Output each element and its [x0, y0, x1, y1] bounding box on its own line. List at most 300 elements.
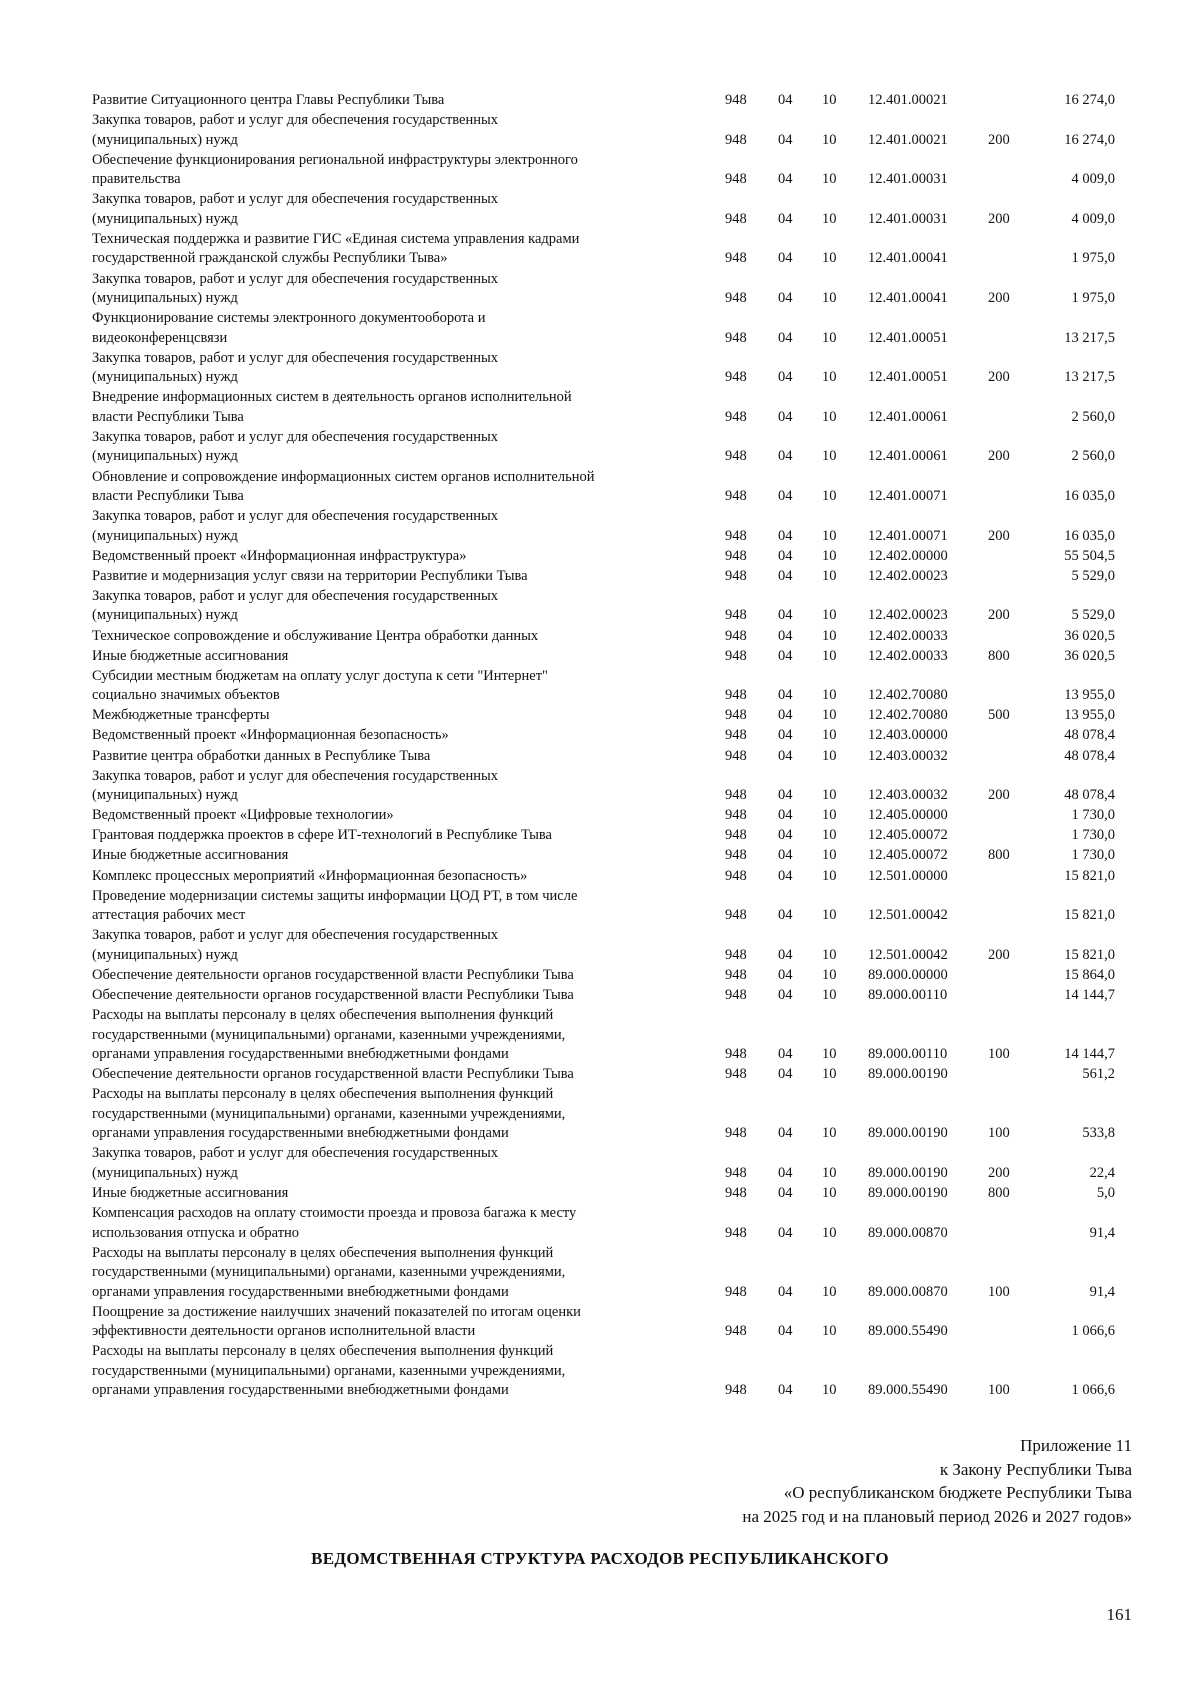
amount: 55 504,5 — [1064, 547, 1115, 564]
row-description — [92, 349, 692, 388]
row-description-line: правительства — [92, 171, 181, 188]
row-description-line: органами управления государственными внебюджетными фондами — [92, 1046, 509, 1062]
table-row — [0, 767, 1200, 806]
row-description — [92, 151, 692, 190]
target-article-code: 12.402.00023 — [868, 607, 948, 624]
amount: 1 066,6 — [1071, 1382, 1115, 1399]
row-description-line: Расходы на выплаты персоналу в целях обеспечения выполнения функций — [92, 1244, 554, 1261]
table-row — [0, 1342, 1200, 1401]
table-row — [0, 567, 1200, 587]
amount: 15 821,0 — [1064, 867, 1115, 884]
section-code: 04 — [778, 290, 793, 306]
target-article-code: 12.401.00031 — [868, 171, 948, 188]
table-row — [0, 547, 1200, 567]
row-description — [92, 309, 692, 348]
row-description-line: государственными (муниципальными) органами, казенными учреждениями, — [92, 1026, 566, 1043]
subsection-code: 10 — [822, 687, 837, 704]
table-row — [0, 726, 1200, 746]
subsection-code: 10 — [822, 707, 837, 724]
section-code: 04 — [778, 707, 793, 724]
amount: 1 730,0 — [1071, 827, 1115, 844]
target-article-code: 12.402.00033 — [868, 647, 948, 664]
ministry-code: 948 — [725, 687, 747, 704]
subsection-code: 10 — [822, 847, 837, 864]
section-code: 04 — [778, 1164, 793, 1181]
subsection-code: 10 — [822, 1184, 837, 1201]
expense-type-code: 200 — [988, 448, 1010, 465]
table-row — [0, 428, 1200, 467]
row-description — [92, 388, 692, 427]
ministry-code: 948 — [725, 847, 747, 864]
table-row — [0, 926, 1200, 965]
section-code: 04 — [778, 946, 793, 963]
ministry-code: 948 — [725, 1046, 747, 1062]
amount: 15 821,0 — [1064, 946, 1115, 963]
table-row — [0, 349, 1200, 388]
row-description — [92, 846, 692, 866]
row-description — [92, 91, 692, 111]
target-article-code: 12.402.70080 — [868, 707, 948, 724]
row-description-line: эффективности деятельности органов исполнительной власти — [92, 1323, 476, 1340]
section-code: 04 — [778, 807, 793, 824]
ministry-code: 948 — [725, 369, 747, 386]
section-code: 04 — [778, 210, 793, 227]
row-description-line: Расходы на выплаты персоналу в целях обеспечения выполнения функций — [92, 1086, 554, 1103]
table-row — [0, 507, 1200, 546]
section-code: 04 — [778, 1382, 793, 1399]
section-code: 04 — [778, 547, 793, 564]
section-code: 04 — [778, 1224, 793, 1241]
amount: 1 730,0 — [1071, 807, 1115, 824]
row-description — [92, 867, 692, 887]
amount: 1 066,6 — [1071, 1323, 1115, 1340]
row-description-line: Субсидии местным бюджетам на оплату услуг доступа к сети "Интернет" — [92, 667, 548, 684]
amount: 36 020,5 — [1064, 627, 1115, 644]
expense-type-code: 200 — [988, 607, 1010, 624]
target-article-code: 12.402.00033 — [868, 627, 948, 644]
subsection-code: 10 — [822, 567, 837, 584]
amount: 13 955,0 — [1064, 687, 1115, 704]
target-article-code: 12.501.00042 — [868, 907, 948, 924]
subsection-code: 10 — [822, 1382, 837, 1399]
row-description-line: Закупка товаров, работ и услуг для обеспечения государственных — [92, 270, 499, 287]
amount: 5 529,0 — [1071, 567, 1115, 584]
ministry-code: 948 — [725, 907, 747, 924]
row-description — [92, 507, 692, 546]
row-description-line: Грантовая поддержка проектов в сфере ИТ-технологий в Республике Тыва — [92, 827, 552, 844]
table-row — [0, 230, 1200, 269]
row-description — [92, 1184, 692, 1204]
ministry-code: 948 — [725, 210, 747, 227]
row-description-line: Внедрение информационных систем в деятельность органов исполнительной — [92, 389, 572, 406]
ministry-code: 948 — [725, 250, 747, 267]
ministry-code: 948 — [725, 1382, 747, 1399]
ministry-code: 948 — [725, 807, 747, 824]
row-description — [92, 966, 692, 986]
section-code: 04 — [778, 250, 793, 267]
table-row — [0, 846, 1200, 866]
section-code: 04 — [778, 527, 793, 544]
row-description-line: Техническое сопровождение и обслуживание Центра обработки данных — [92, 627, 539, 644]
table-row — [0, 270, 1200, 309]
row-description-line: Расходы на выплаты персоналу в целях обеспечения выполнения функций — [92, 1007, 554, 1023]
target-article-code: 12.401.00051 — [868, 329, 948, 346]
row-description — [92, 1065, 692, 1085]
row-description-line: Ведомственный проект «Информационная инфраструктура» — [92, 547, 467, 564]
target-article-code: 89.000.00000 — [868, 966, 948, 983]
amount: 91,4 — [1089, 1283, 1115, 1300]
section-code: 04 — [778, 1184, 793, 1201]
section-code: 04 — [778, 1283, 793, 1300]
ministry-code: 948 — [725, 727, 747, 744]
row-description-line: Компенсация расходов на оплату стоимости проезда и провоза багажа к месту — [92, 1205, 577, 1221]
row-description — [92, 926, 692, 965]
row-description-line: Иные бюджетные ассигнования — [92, 647, 289, 664]
row-description-line: аттестация рабочих мест — [92, 907, 246, 924]
amount: 13 955,0 — [1064, 707, 1115, 724]
subsection-code: 10 — [822, 827, 837, 844]
amount: 14 144,7 — [1064, 1046, 1115, 1062]
row-description-line: Закупка товаров, работ и услуг для обеспечения государственных — [92, 191, 499, 208]
row-description-line: органами управления государственными внебюджетными фондами — [92, 1382, 509, 1399]
section-code: 04 — [778, 329, 793, 346]
section-code: 04 — [778, 747, 793, 764]
table-row — [0, 1085, 1200, 1144]
subsection-code: 10 — [822, 547, 837, 564]
amount: 561,2 — [1082, 1066, 1115, 1083]
row-description — [92, 767, 692, 806]
row-description-line: государственной гражданской службы Республики Тыва» — [92, 250, 448, 267]
subsection-code: 10 — [822, 946, 837, 963]
amount: 22,4 — [1089, 1164, 1115, 1181]
subsection-code: 10 — [822, 867, 837, 884]
expense-type-code: 100 — [988, 1125, 1010, 1142]
target-article-code: 12.401.00061 — [868, 408, 948, 425]
ministry-code: 948 — [725, 171, 747, 188]
amount: 5 529,0 — [1071, 607, 1115, 624]
table-row — [0, 887, 1200, 926]
amount: 13 217,5 — [1064, 369, 1115, 386]
table-row — [0, 867, 1200, 887]
ministry-code: 948 — [725, 1125, 747, 1142]
row-description-line: Поощрение за достижение наилучших значений показателей по итогам оценки — [92, 1303, 581, 1320]
ministry-code: 948 — [725, 647, 747, 664]
ministry-code: 948 — [725, 547, 747, 564]
target-article-code: 89.000.00110 — [868, 986, 948, 1003]
ministry-code: 948 — [725, 527, 747, 544]
subsection-code: 10 — [822, 448, 837, 465]
target-article-code: 12.403.00000 — [868, 727, 948, 744]
ministry-code: 948 — [725, 448, 747, 465]
row-description-line: власти Республики Тыва — [92, 488, 244, 504]
section-code: 04 — [778, 966, 793, 983]
section-code: 04 — [778, 1066, 793, 1083]
amount: 2 560,0 — [1071, 408, 1115, 425]
annex-reference — [742, 1434, 1132, 1528]
ministry-code: 948 — [725, 707, 747, 724]
section-code: 04 — [778, 687, 793, 704]
row-description — [92, 706, 692, 726]
annex-line-2: к Закону Республики Тыва — [939, 1459, 1132, 1479]
target-article-code: 89.000.00870 — [868, 1224, 948, 1241]
table-row — [0, 706, 1200, 726]
ministry-code: 948 — [725, 131, 747, 148]
section-code: 04 — [778, 607, 793, 624]
subsection-code: 10 — [822, 1046, 837, 1062]
row-description-line: (муниципальных) нужд — [92, 946, 238, 963]
section-code: 04 — [778, 827, 793, 844]
row-description — [92, 1303, 692, 1342]
row-description — [92, 190, 692, 229]
target-article-code: 12.401.00061 — [868, 448, 948, 465]
row-description-line: Обеспечение деятельности органов государственной власти Республики Тыва — [92, 966, 574, 983]
row-description-line: Закупка товаров, работ и услуг для обеспечения государственных — [92, 428, 499, 445]
table-row — [0, 1204, 1200, 1243]
ministry-code: 948 — [725, 966, 747, 983]
target-article-code: 12.402.00000 — [868, 547, 948, 564]
amount: 1 975,0 — [1071, 250, 1115, 267]
subsection-code: 10 — [822, 527, 837, 544]
row-description-line: Закупка товаров, работ и услуг для обеспечения государственных — [92, 1145, 499, 1162]
row-description — [92, 468, 692, 507]
expense-type-code: 200 — [988, 369, 1010, 386]
target-article-code: 89.000.55490 — [868, 1382, 948, 1399]
ministry-code: 948 — [725, 1184, 747, 1201]
row-description-line: Закупка товаров, работ и услуг для обеспечения государственных — [92, 587, 499, 604]
row-description — [92, 747, 692, 767]
expense-type-code: 200 — [988, 527, 1010, 544]
row-description — [92, 270, 692, 309]
row-description — [92, 667, 692, 706]
table-row — [0, 111, 1200, 150]
target-article-code: 12.402.00023 — [868, 567, 948, 584]
row-description-line: Развитие Ситуационного центра Главы Республики Тыва — [92, 92, 445, 108]
section-code: 04 — [778, 727, 793, 744]
subsection-code: 10 — [822, 727, 837, 744]
expense-type-code: 200 — [988, 946, 1010, 963]
amount: 5,0 — [1096, 1184, 1115, 1201]
row-description — [92, 230, 692, 269]
section-code: 04 — [778, 867, 793, 884]
subsection-code: 10 — [822, 747, 837, 764]
ministry-code: 948 — [725, 607, 747, 624]
target-article-code: 12.401.00021 — [868, 131, 948, 148]
row-description — [92, 806, 692, 826]
ministry-code: 948 — [725, 946, 747, 963]
subsection-code: 10 — [822, 647, 837, 664]
row-description — [92, 587, 692, 626]
amount: 91,4 — [1089, 1224, 1115, 1241]
section-code: 04 — [778, 448, 793, 465]
subsection-code: 10 — [822, 1125, 837, 1142]
row-description-line: Иные бюджетные ассигнования — [92, 847, 289, 864]
target-article-code: 89.000.00190 — [868, 1125, 948, 1142]
ministry-code: 948 — [725, 567, 747, 584]
target-article-code: 12.401.00051 — [868, 369, 948, 386]
table-row — [0, 667, 1200, 706]
row-description-line: Функционирование системы электронного документооборота и — [92, 310, 486, 327]
subsection-code: 10 — [822, 408, 837, 425]
expense-type-code: 800 — [988, 647, 1010, 664]
row-description-line: социально значимых объектов — [92, 687, 280, 704]
row-description — [92, 1204, 692, 1243]
expense-type-code: 100 — [988, 1046, 1010, 1062]
row-description-line: (муниципальных) нужд — [92, 131, 238, 148]
row-description-line: (муниципальных) нужд — [92, 369, 238, 386]
ministry-code: 948 — [725, 329, 747, 346]
table-row — [0, 1144, 1200, 1183]
row-description-line: (муниципальных) нужд — [92, 448, 238, 465]
row-description-line: Иные бюджетные ассигнования — [92, 1184, 289, 1201]
row-description-line: использования отпуска и обратно — [92, 1224, 300, 1241]
row-description-line: Обеспечение деятельности органов государственной власти Республики Тыва — [92, 1066, 574, 1083]
table-row — [0, 468, 1200, 507]
target-article-code: 12.401.00031 — [868, 210, 948, 227]
target-article-code: 12.403.00032 — [868, 747, 948, 764]
target-article-code: 89.000.00190 — [868, 1164, 948, 1181]
subsection-code: 10 — [822, 92, 837, 108]
subsection-code: 10 — [822, 488, 837, 504]
table-row — [0, 1006, 1200, 1065]
row-description-line: Закупка товаров, работ и услуг для обеспечения государственных — [92, 767, 499, 784]
amount: 16 274,0 — [1064, 92, 1115, 108]
row-description-line: Закупка товаров, работ и услуг для обеспечения государственных — [92, 112, 499, 129]
table-row — [0, 627, 1200, 647]
subsection-code: 10 — [822, 807, 837, 824]
subsection-code: 10 — [822, 369, 837, 386]
target-article-code: 89.000.00870 — [868, 1283, 948, 1300]
subsection-code: 10 — [822, 627, 837, 644]
subsection-code: 10 — [822, 1164, 837, 1181]
section-code: 04 — [778, 847, 793, 864]
row-description-line: Межбюджетные трансферты — [92, 707, 270, 724]
section-code: 04 — [778, 986, 793, 1003]
row-description-line: государственными (муниципальными) органами, казенными учреждениями, — [92, 1362, 566, 1379]
row-description — [92, 887, 692, 926]
ministry-code: 948 — [725, 986, 747, 1003]
subsection-code: 10 — [822, 329, 837, 346]
subsection-code: 10 — [822, 966, 837, 983]
subsection-code: 10 — [822, 1066, 837, 1083]
row-description-line: Обновление и сопровождение информационных систем органов исполнительной — [92, 468, 595, 485]
row-description — [92, 647, 692, 667]
row-description-line: органами управления государственными внебюджетными фондами — [92, 1125, 509, 1142]
row-description-line: Расходы на выплаты персоналу в целях обеспечения выполнения функций — [92, 1343, 554, 1360]
amount: 14 144,7 — [1064, 986, 1115, 1003]
amount: 36 020,5 — [1064, 647, 1115, 664]
section-code: 04 — [778, 1323, 793, 1340]
ministry-code: 948 — [725, 627, 747, 644]
row-description-line: Обеспечение деятельности органов государственной власти Республики Тыва — [92, 986, 574, 1003]
table-row — [0, 1303, 1200, 1342]
row-description — [92, 627, 692, 647]
amount: 16 274,0 — [1064, 131, 1115, 148]
subsection-code: 10 — [822, 607, 837, 624]
target-article-code: 12.401.00041 — [868, 290, 948, 306]
row-description-line: Ведомственный проект «Информационная безопасность» — [92, 727, 449, 744]
target-article-code: 12.405.00072 — [868, 827, 948, 844]
expense-type-code: 100 — [988, 1283, 1010, 1300]
target-article-code: 89.000.00190 — [868, 1184, 948, 1201]
ministry-code: 948 — [725, 290, 747, 306]
row-description-line: (муниципальных) нужд — [92, 1164, 238, 1181]
target-article-code: 12.501.00042 — [868, 946, 948, 963]
table-row — [0, 747, 1200, 767]
amount: 1 730,0 — [1071, 847, 1115, 864]
section-code: 04 — [778, 1046, 793, 1062]
row-description-line: органами управления государственными внебюджетными фондами — [92, 1283, 509, 1300]
subsection-code: 10 — [822, 1323, 837, 1340]
section-code: 04 — [778, 1125, 793, 1142]
ministry-code: 948 — [725, 1224, 747, 1241]
row-description — [92, 1144, 692, 1183]
row-description-line: Обеспечение функционирования региональной инфраструктуры электронного — [92, 151, 578, 168]
row-description-line: Проведение модернизации системы защиты информации ЦОД РТ, в том числе — [92, 887, 578, 904]
table-row — [0, 966, 1200, 986]
table-row — [0, 806, 1200, 826]
row-description-line: Закупка товаров, работ и услуг для обеспечения государственных — [92, 349, 499, 366]
row-description — [92, 547, 692, 567]
ministry-code: 948 — [725, 92, 747, 108]
amount: 2 560,0 — [1071, 448, 1115, 465]
target-article-code: 12.401.00071 — [868, 527, 948, 544]
target-article-code: 12.402.70080 — [868, 687, 948, 704]
row-description-line: (муниципальных) нужд — [92, 527, 238, 544]
section-code: 04 — [778, 131, 793, 148]
expense-type-code: 800 — [988, 847, 1010, 864]
row-description-line: Техническая поддержка и развитие ГИС «Единая система управления кадрами — [92, 230, 580, 247]
table-row — [0, 151, 1200, 190]
row-description-line: (муниципальных) нужд — [92, 787, 238, 804]
ministry-code: 948 — [725, 1283, 747, 1300]
table-row — [0, 1065, 1200, 1085]
expense-type-code: 200 — [988, 131, 1010, 148]
section-code: 04 — [778, 567, 793, 584]
amount: 48 078,4 — [1064, 727, 1115, 744]
section-code: 04 — [778, 647, 793, 664]
subsection-code: 10 — [822, 1224, 837, 1241]
row-description-line: видеоконференцсвязи — [92, 329, 228, 346]
target-article-code: 12.501.00000 — [868, 867, 948, 884]
subsection-code: 10 — [822, 986, 837, 1003]
amount: 48 078,4 — [1064, 787, 1115, 804]
amount: 15 864,0 — [1064, 966, 1115, 983]
target-article-code: 89.000.00110 — [868, 1046, 948, 1062]
section-code: 04 — [778, 627, 793, 644]
target-article-code: 12.401.00041 — [868, 250, 948, 267]
table-row — [0, 1184, 1200, 1204]
subsection-code: 10 — [822, 171, 837, 188]
amount: 4 009,0 — [1071, 171, 1115, 188]
expense-type-code: 200 — [988, 787, 1010, 804]
expense-type-code: 500 — [988, 707, 1010, 724]
annex-line-4: на 2025 год и на плановый период 2026 и 2027 годов» — [742, 1506, 1132, 1526]
target-article-code: 12.401.00021 — [868, 92, 948, 108]
row-description — [92, 428, 692, 467]
row-description — [92, 1085, 692, 1144]
row-description-line: (муниципальных) нужд — [92, 210, 238, 227]
ministry-code: 948 — [725, 408, 747, 425]
section-code: 04 — [778, 408, 793, 425]
row-description — [92, 111, 692, 150]
table-row — [0, 309, 1200, 348]
section-code: 04 — [778, 488, 793, 504]
document-title: ВЕДОМСТВЕННАЯ СТРУКТУРА РАСХОДОВ РЕСПУБЛИКАНСКОГО — [311, 1549, 889, 1568]
target-article-code: 12.403.00032 — [868, 787, 948, 804]
subsection-code: 10 — [822, 1283, 837, 1300]
row-description — [92, 1342, 692, 1401]
ministry-code: 948 — [725, 787, 747, 804]
